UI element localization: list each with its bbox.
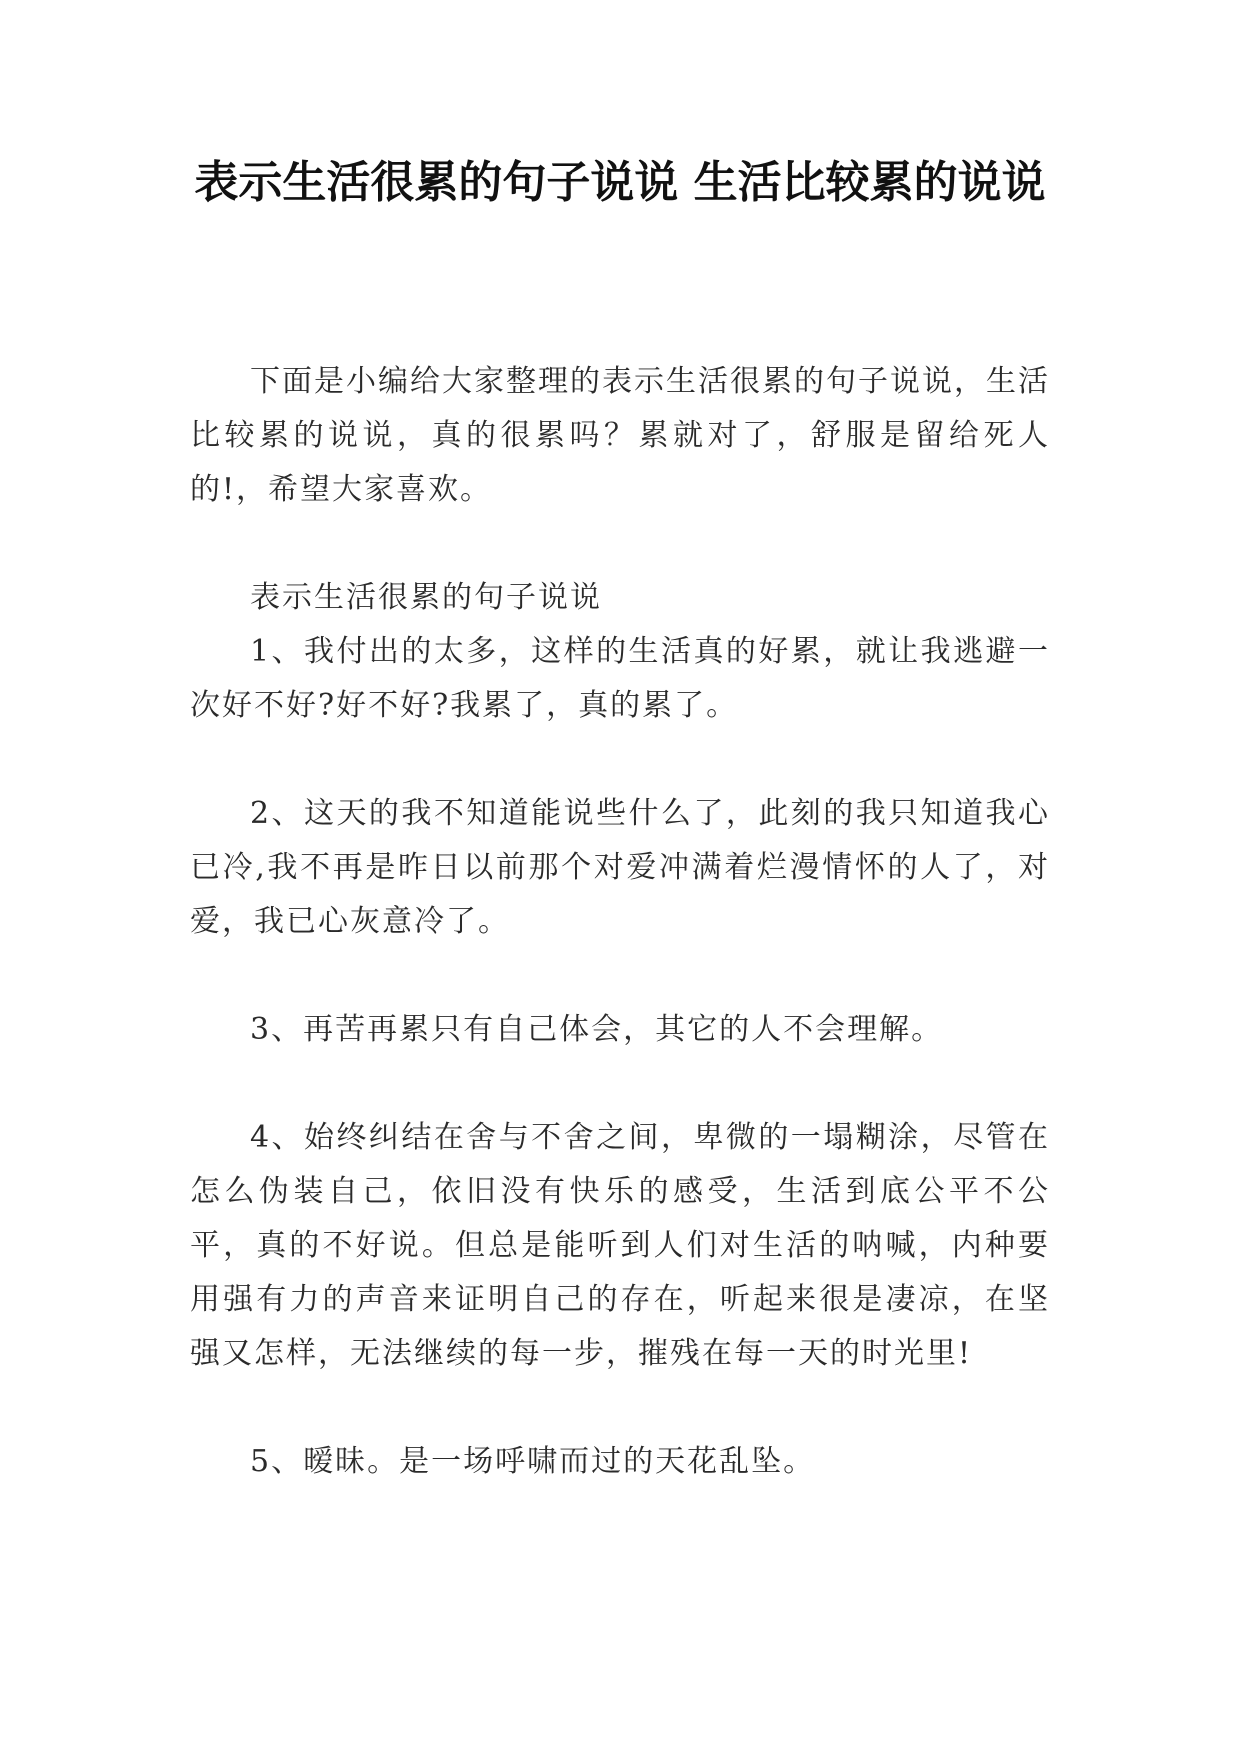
paragraph-spacer	[190, 517, 1050, 571]
section-heading: 表示生活很累的句子说说	[250, 580, 602, 615]
document-body	[190, 355, 1050, 1489]
paragraph-spacer	[190, 733, 1050, 787]
list-item: 3、再苦再累只有自己体会，其它的人不会理解。	[250, 1012, 944, 1047]
list-item: 4、始终纠结在舍与不舍之间，卑微的一塌糊涂，尽管在怎么伪装自己，依旧没有快乐的感受，生活到底公平不公平，真的不好说。但总是能听到人们对生活的呐喊，内种要用强有力的声音来证明自己的存在，听起来很是凄凉，在坚强又怎样，无法继续的每一步，摧残在每一天的时光里!	[190, 1120, 1050, 1371]
list-item: 1、我付出的太多，这样的生活真的好累，就让我逃避一次好不好?好不好?我累了，真的累了。	[190, 634, 1050, 723]
document-title: 表示生活很累的句子说说 生活比较累的说说	[194, 157, 1046, 208]
paragraph-spacer	[190, 949, 1050, 1003]
list-item: 5、暧昧。是一场呼啸而过的天花乱坠。	[250, 1444, 816, 1479]
paragraph-spacer	[190, 1057, 1050, 1111]
intro-paragraph: 下面是小编给大家整理的表示生活很累的句子说说，生活比较累的说说，真的很累吗？累就对了，舒服是留给死人的!，希望大家喜欢。	[190, 364, 1050, 507]
paragraph-spacer	[190, 1381, 1050, 1435]
list-item: 2、这天的我不知道能说些什么了，此刻的我只知道我心已冷,我不再是昨日以前那个对爱冲满着烂漫情怀的人了，对爱，我已心灰意冷了。	[190, 796, 1050, 939]
